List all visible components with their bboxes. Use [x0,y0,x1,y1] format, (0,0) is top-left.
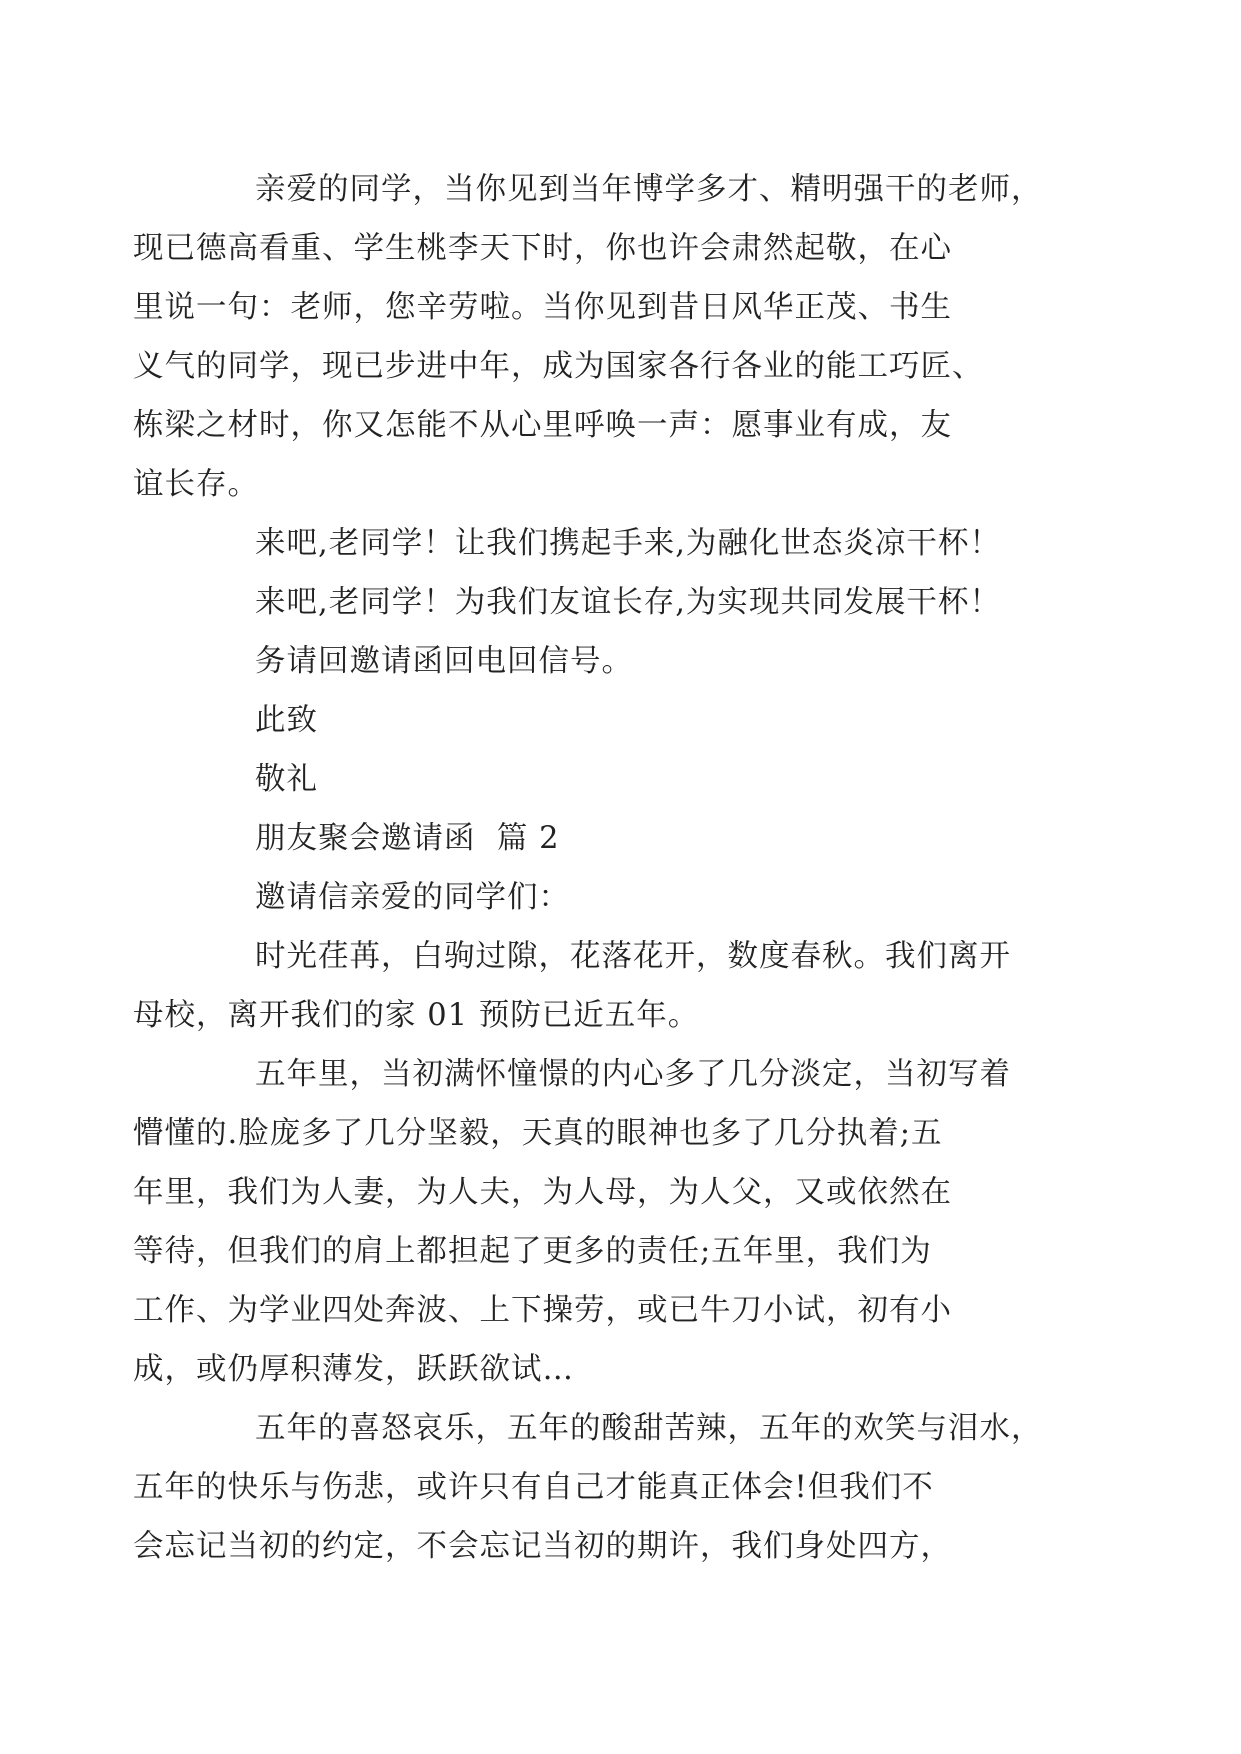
text-line: 懵懂的.脸庞多了几分坚毅，天真的眼神也多了几分执着;五 [133,1116,943,1151]
text-line: 此致 [255,703,318,738]
text-line: 来吧,老同学！为我们友谊长存,为实现共同发展干杯！ [255,585,1001,620]
text-line: 现已德高看重、学生桃李天下时，你也许会肃然起敬，在心 [133,231,952,266]
text-line: 来吧,老同学！让我们携起手来,为融化世态炎凉干杯！ [255,526,1001,561]
text-line: 栋梁之材时，你又怎能不从心里呼唤一声：愿事业有成，友 [133,408,952,443]
text-line: 敬礼 [255,762,318,797]
closing-salutation [194,691,1054,750]
text-line: 五年里，当初满怀憧憬的内心多了几分淡定，当初写着 [255,1057,1011,1092]
text-line: 工作、为学业四处奔波、上下操劳，或已牛刀小试，初有小 [133,1293,952,1328]
paragraph-2 [133,927,1054,1045]
paragraph-toast-2 [194,573,1054,632]
text-line: 义气的同学，现已步进中年，成为国家各行各业的能工巧匠、 [133,349,984,384]
paragraph-1 [133,160,1054,514]
text-line: 务请回邀请函回电回信号。 [255,644,633,679]
section-heading [194,809,1054,868]
document-body [133,160,1054,1576]
text-line: 母校，离开我们的家 01 预防已近五年。 [133,998,700,1033]
text-line: 等待，但我们的肩上都担起了更多的责任;五年里，我们为 [133,1234,932,1269]
text-line: 亲爱的同学，当你见到当年博学多才、精明强干的老师， [255,172,1043,207]
paragraph-4 [133,1399,1054,1576]
text-line: 时光荏苒，白驹过隙，花落花开，数度春秋。我们离开 [255,939,1011,974]
text-line: 邀请信亲爱的同学们： [255,880,570,915]
text-line: 谊长存。 [133,467,259,502]
text-line: 五年的快乐与伤悲，或许只有自己才能真正体会!但我们不 [133,1470,934,1505]
text-line: 成，或仍厚积薄发，跃跃欲试… [133,1352,574,1387]
paragraph-3 [133,1045,1054,1399]
greeting [194,868,1054,927]
text-line: 朋友聚会邀请函 篇 2 [255,821,560,856]
paragraph-rsvp [194,632,1054,691]
text-line: 五年的喜怒哀乐，五年的酸甜苦辣，五年的欢笑与泪水， [255,1411,1043,1446]
text-line: 里说一句：老师，您辛劳啦。当你见到昔日风华正茂、书生 [133,290,952,325]
paragraph-toast-1 [194,514,1054,573]
text-line: 会忘记当初的约定，不会忘记当初的期许，我们身处四方， [133,1529,952,1564]
closing-regards [194,750,1054,809]
text-line: 年里，我们为人妻，为人夫，为人母，为人父，又或依然在 [133,1175,952,1210]
